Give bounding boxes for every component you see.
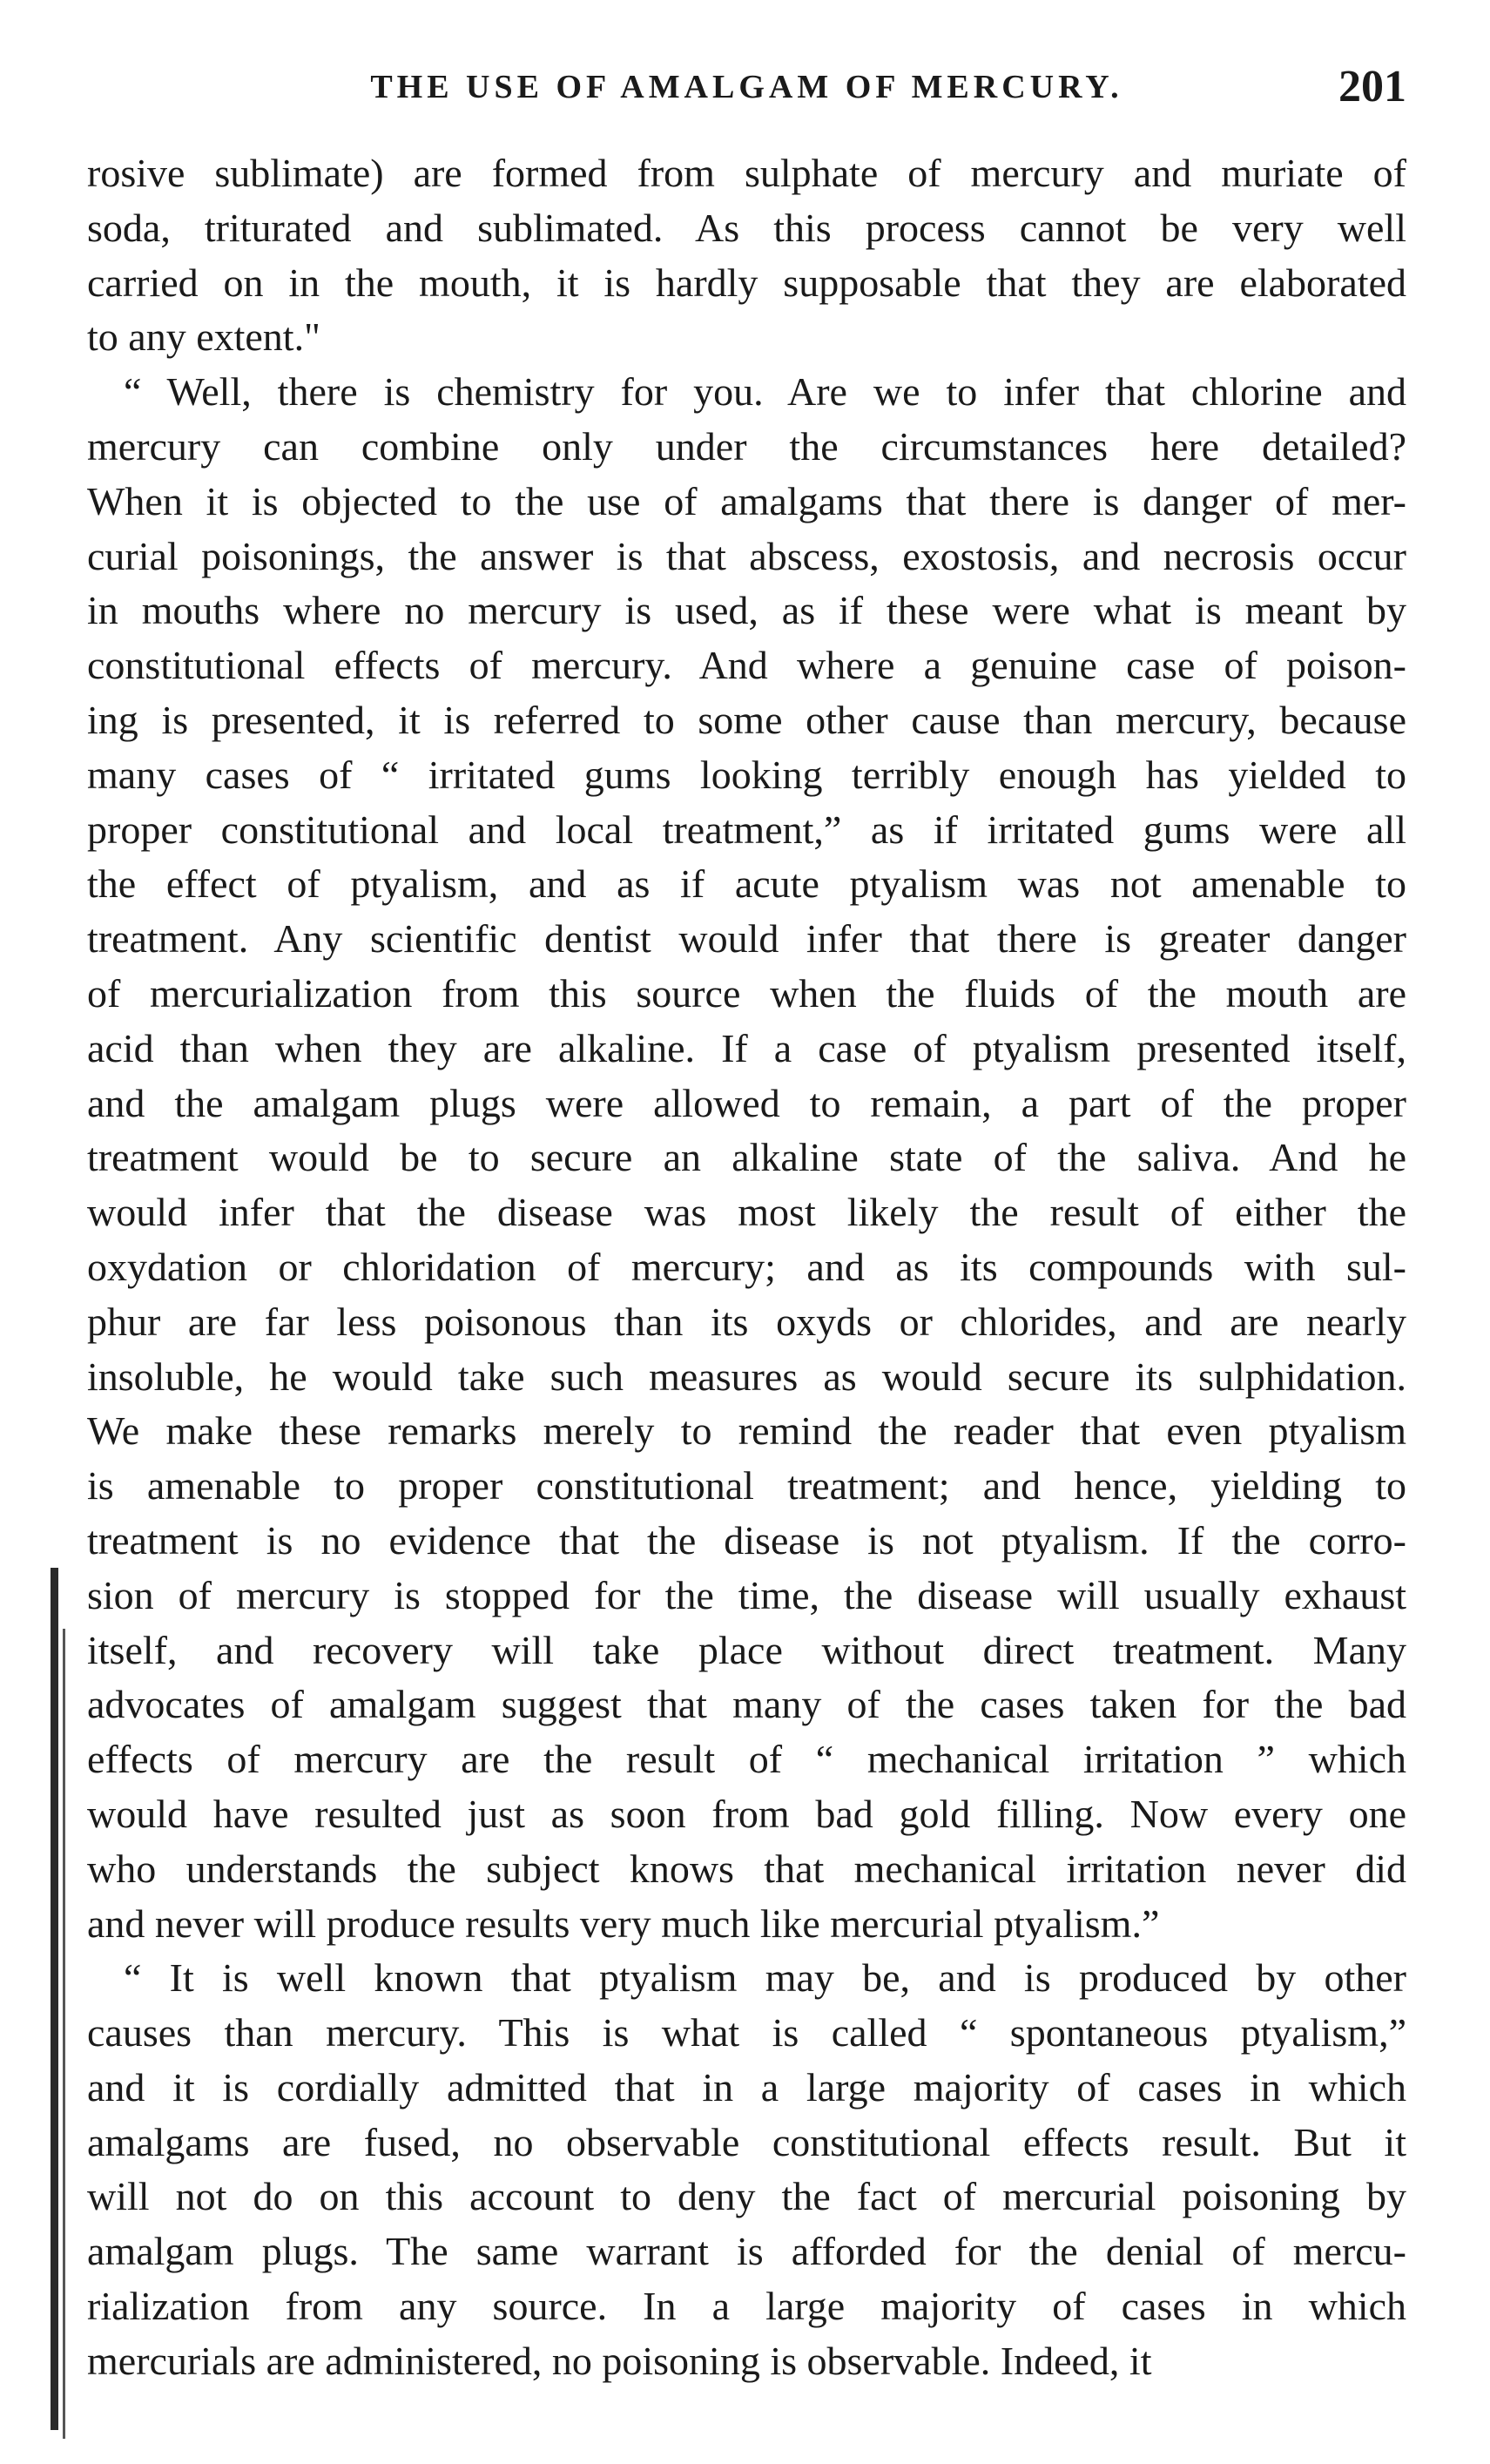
text-line: insoluble, he would take such measures as would secure its sulphidation. — [87, 1354, 1406, 1399]
body-text — [87, 146, 1406, 2389]
text-line: would infer that the disease was most likely the result of either the — [87, 1190, 1406, 1235]
margin-scan-bar — [51, 1568, 58, 2430]
text-line: rosive sublimate) are formed from sulphate of mercury and muriate of — [87, 151, 1406, 195]
text-line: proper constitutional and local treatment,” as if irritated gums were all — [87, 807, 1406, 852]
text-line: causes than mercury. This is what is called “ spontaneous ptyalism,” — [87, 2010, 1406, 2056]
text-line: would have resulted just as soon from bad gold filling. Now every one — [87, 1791, 1406, 1836]
text-line: We make these remarks merely to remind the reader that even ptyalism — [87, 1408, 1406, 1454]
text-line: When it is objected to the use of amalgams that there is danger of mer- — [87, 478, 1406, 523]
text-line: is amenable to proper constitutional treatment; and hence, yielding to — [87, 1463, 1406, 1509]
text-line: to any extent." — [87, 314, 320, 360]
text-line: and the amalgam plugs were allowed to remain, a part of the proper — [87, 1080, 1406, 1125]
text-line: the effect of ptyalism, and as if acute ptyalism was not amenable to — [87, 861, 1406, 907]
text-line: amalgam plugs. The same warrant is afforded for the denial of mercu- — [87, 2229, 1406, 2274]
text-line: mercurials are administered, no poisoning is observable. Indeed, it — [87, 2338, 1152, 2383]
text-line: mercury can combine only under the circumstances here detailed? — [87, 423, 1406, 469]
text-line: acid than when they are alkaline. If a case of ptyalism presented itself, — [87, 1025, 1406, 1070]
text-line: soda, triturated and sublimated. As this process cannot be very well — [87, 205, 1406, 250]
text-line: “ It is well known that ptyalism may be, and is produced by other — [124, 1955, 1406, 2001]
text-line: of mercurialization from this source when the fluids of the mouth are — [87, 970, 1406, 1016]
text-line: will not do on this account to deny the fact of mercurial poisoning by — [87, 2174, 1406, 2219]
text-line: ing is presented, it is referred to some other cause than mercury, because — [87, 697, 1406, 742]
text-line: treatment would be to secure an alkaline state of the saliva. And he — [87, 1135, 1406, 1180]
text-line: constitutional effects of mercury. And where a genuine case of poison- — [87, 643, 1406, 688]
text-line: who understands the subject knows that mechanical irritation never did — [87, 1846, 1406, 1891]
text-line: amalgams are fused, no observable constitutional effects result. But it — [87, 2119, 1406, 2164]
text-line: curial poisonings, the answer is that abscess, exostosis, and necrosis occur — [87, 533, 1406, 578]
text-line: phur are far less poisonous than its oxyds or chlorides, and are nearly — [87, 1299, 1406, 1344]
text-line: and it is cordially admitted that in a large majority of cases in which — [87, 2064, 1406, 2110]
text-line: advocates of amalgam suggest that many of the cases taken for the bad — [87, 1682, 1406, 1727]
text-line: treatment is no evidence that the disease is not ptyalism. If the corro- — [87, 1517, 1406, 1563]
paragraph — [87, 1951, 1406, 2388]
text-line: effects of mercury are the result of “ mechanical irritation ” which — [87, 1737, 1406, 1782]
text-line: treatment. Any scientific dentist would infer that there is greater danger — [87, 916, 1406, 962]
margin-scan-line — [63, 1629, 65, 2439]
text-line: itself, and recovery will take place without direct treatment. Many — [87, 1627, 1406, 1672]
running-title: THE USE OF AMALGAM OF MERCURY. — [370, 69, 1123, 105]
text-line: sion of mercury is stopped for the time, the disease will usually exhaust — [87, 1572, 1406, 1617]
text-line: rialization from any source. In a large majority of cases in which — [87, 2284, 1406, 2329]
paragraph — [87, 365, 1406, 1951]
text-line: oxydation or chloridation of mercury; and as its compounds with sul- — [87, 1244, 1406, 1289]
paragraph — [87, 146, 1406, 365]
text-line: in mouths where no mercury is used, as if these were what is meant by — [87, 588, 1406, 633]
text-line: carried on in the mouth, it is hardly supposable that they are elaborated — [87, 260, 1406, 305]
text-line: “ Well, there is chemistry for you. Are we to infer that chlorine and — [124, 369, 1406, 415]
text-line: and never will produce results very much like mercurial ptyalism.” — [87, 1900, 1160, 1946]
running-header — [87, 61, 1406, 122]
text-line: many cases of “ irritated gums looking terribly enough has yielded to — [87, 752, 1406, 797]
page-number: 201 — [1338, 62, 1406, 111]
